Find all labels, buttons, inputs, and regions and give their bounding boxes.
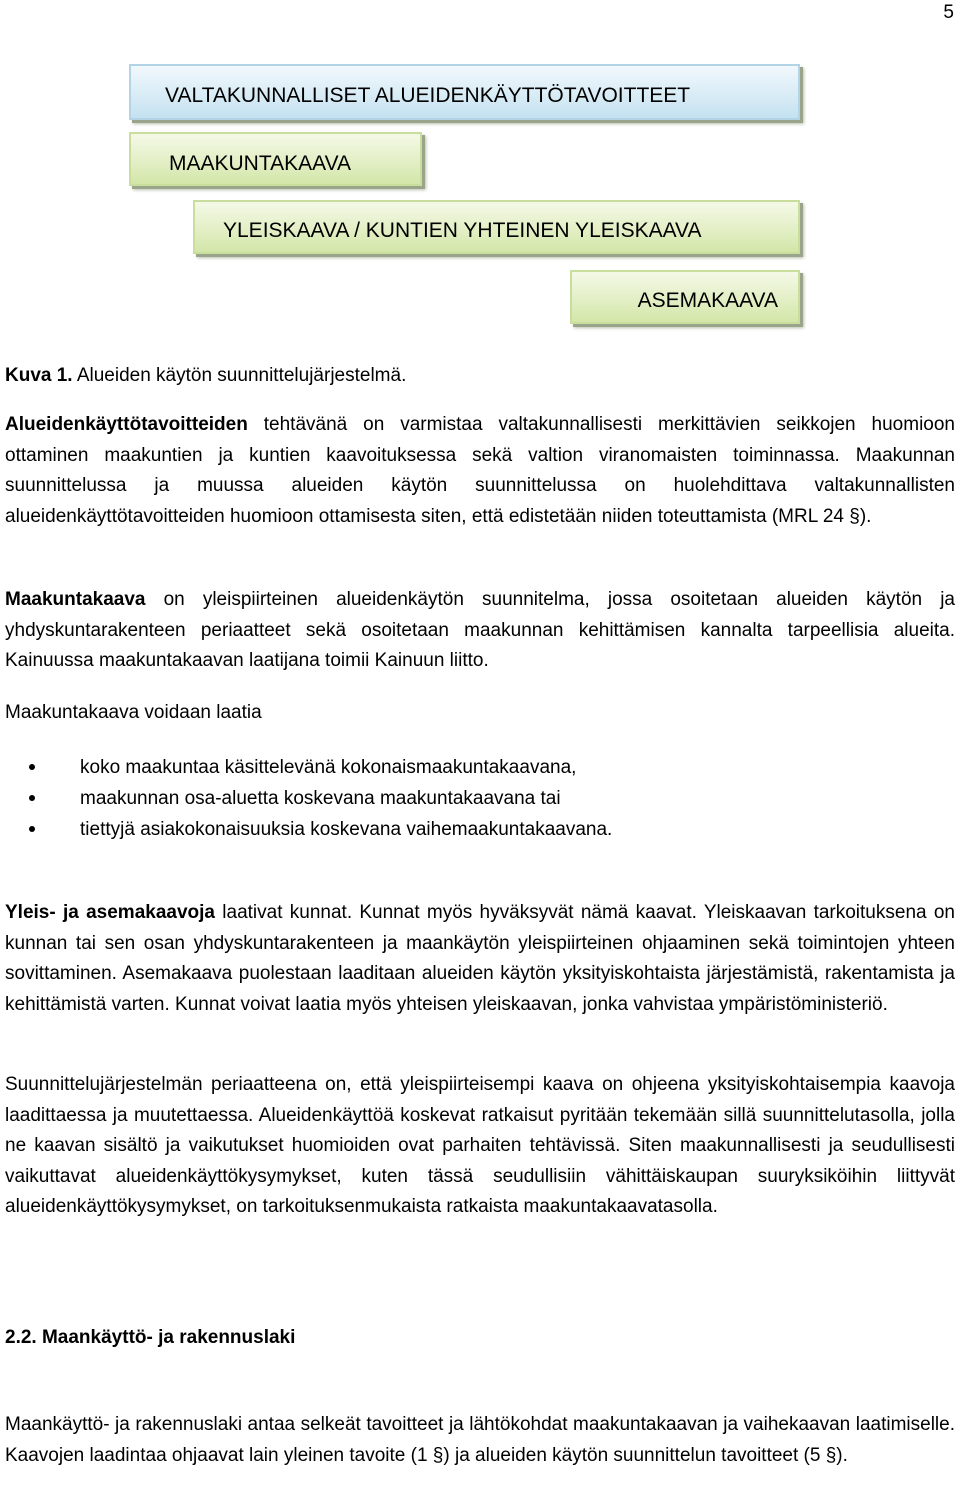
paragraph-maakuntakaava: [5, 585, 955, 677]
diagram-box-yleiskaava: YLEISKAAVA / KUNTIEN YHTEINEN YLEISKAAVA: [193, 200, 800, 254]
diagram-box-maakuntakaava: MAAKUNTAKAAVA: [129, 132, 422, 186]
paragraph-mrl: Maankäyttö- ja rakennuslaki antaa selkeät tavoitteet ja lähtökohdat maakuntakaavan ja vaihekaavan laatimiselle. Kaavojen laadintaa ohjaavat lain yleinen tavoite (1 §) ja alueiden käytön suunnittelun tavoitteet (5 §).: [5, 1414, 955, 1466]
paragraph-term: Yleis- ja asemakaavoja: [5, 902, 215, 923]
bullet-list: [0, 752, 612, 845]
paragraph-body: on yleispiirteinen alueidenkäytön suunnitelma, jossa osoitetaan alueiden käytön ja yhdyskuntarakenteen periaatteet sekä osoitetaan maakunnan kehittämisen kannalta tarpeellisia alueita. Kainuussa maakuntakaavan laatijana toimii Kainuun liitto.: [5, 589, 955, 671]
list-item: koko maakuntaa käsittelevänä kokonaismaakuntakaavana,: [0, 752, 612, 783]
paragraph-term: Alueidenkäyttötavoitteiden: [5, 414, 248, 435]
figure-caption: [5, 361, 955, 392]
paragraph-yleis-asemakaavat: [5, 898, 955, 1020]
list-item: tiettyjä asiakokonaisuuksia koskevana vaihemaakuntakaavana.: [0, 814, 612, 845]
paragraph-alueidenkayttotavoitteet: [5, 410, 955, 532]
diagram-box-asemakaava: ASEMAKAAVA: [570, 270, 800, 324]
paragraph-body: tehtävänä on varmistaa valtakunnallisesti merkittävien seikkojen huomioon ottaminen maakuntien ja kuntien kaavoituksessa sekä valtion viranomaisten toiminnassa. Maakunnan suunnittelussa ja muussa alueiden käytön suunnittelussa on huolehdittava valtakunnallisten alueidenkäyttötavoitteiden huomioon ottamisesta siten, että edistetään niiden toteuttamista (MRL 24 §).: [5, 414, 955, 527]
paragraph-suunnittelujarjestelma: Suunnittelujärjestelmän periaatteena on, että yleispiirteisempi kaava on ohjeena yksityiskohtaisempia kaavoja laadittaessa ja muutettaessa. Alueidenkäyttöä koskevat ratkaisut pyritään tekemään sillä suunnittelutasolla, jolla ne kaavan sisältö ja vaikutukset huomioiden ovat parhaiten tehtävissä. Siten maakunnallisesti ja seudullisesti vaikuttavat alueidenkäyttökysymykset, kuten tässä seudullisiin vähittäiskaupan suuryksiköihin liittyvät alueidenkäyttökysymykset, on tarkoituksenmukaista ratkaista maakuntakaavatasolla.: [5, 1074, 955, 1217]
paragraph-body: laativat kunnat. Kunnat myös hyväksyvät nämä kaavat. Yleiskaavan tarkoituksena on kunnan tai sen osan yhdyskuntarakenteen ja maankäytön yleispiirteinen ohjaaminen sekä toimintojen yhteen sovittaminen. Asemakaava puolestaan laaditaan alueiden käytön yksityiskohtaista järjestämistä, rakentamista ja kehittämistä varten. Kunnat voivat laatia myös yhteisen yleiskaavan, jonka vahvistaa ympäristöministeriö.: [5, 902, 955, 1015]
diagram-box-valtakunnalliset: VALTAKUNNALLISET ALUEIDENKÄYTTÖTAVOITTEET: [129, 64, 800, 120]
section-heading: 2.2. Maankäyttö- ja rakennuslaki: [5, 1327, 296, 1348]
caption-label: Kuva 1.: [5, 365, 73, 386]
list-item: maakunnan osa-aluetta koskevana maakuntakaavana tai: [0, 783, 612, 814]
paragraph-intro-list: Maakuntakaava voidaan laatia: [5, 702, 262, 723]
page-number: 5: [943, 2, 954, 23]
paragraph-term: Maakuntakaava: [5, 589, 146, 610]
caption-text: Alueiden käytön suunnittelujärjestelmä.: [72, 365, 407, 386]
